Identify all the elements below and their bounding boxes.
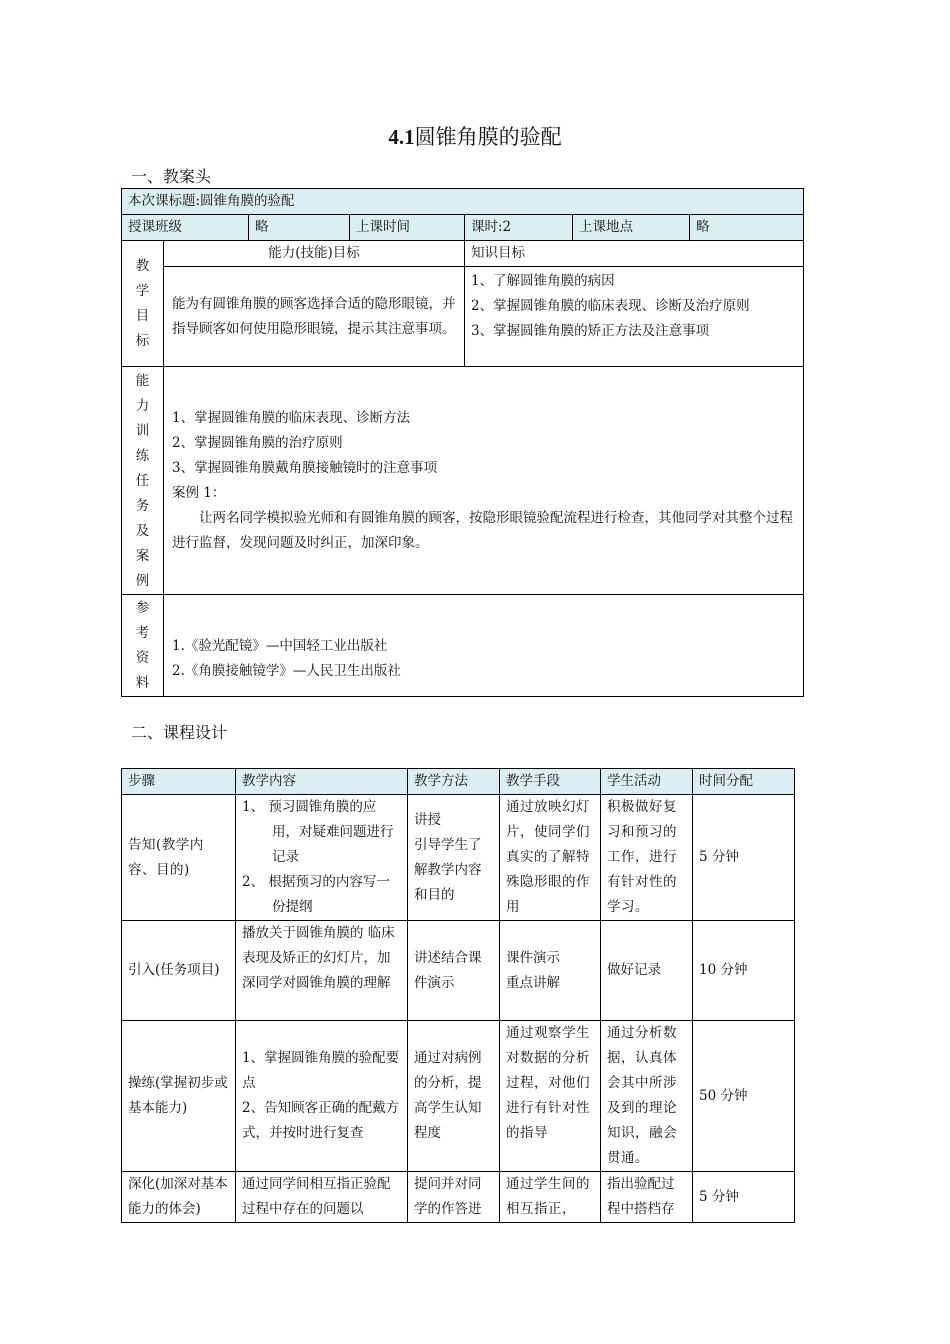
activity-cell: 通过分析数据，认真体会其中所涉及到的理论知识，融会贯通。 xyxy=(601,1021,693,1172)
time-cell: 5 分钟 xyxy=(693,1172,795,1223)
knowledge-goal-list: 1、了解圆锥角膜的病因 2、掌握圆锥角膜的临床表现、诊断及治疗原则 3、掌握圆锥角膜的矫正方法及注意事项 xyxy=(465,267,804,367)
activity-cell: 积极做好复习和预习的工作，进行有针对性的学习。 xyxy=(601,795,693,921)
col-header-activity: 学生活动 xyxy=(601,769,693,795)
content-cell: 1、掌握圆锥角膜的验配要点 2、告知顾客正确的配戴方式，并按时进行复查 xyxy=(236,1021,408,1172)
means-cell: 通过放映幻灯片，使同学们真实的了解特殊隐形眼的作用 xyxy=(500,795,601,921)
place-label: 上课地点 xyxy=(573,215,690,241)
content-cell: 通过同学间相互指正验配过程中存在的问题以 xyxy=(236,1172,408,1223)
method-cell: 讲授 引导学生了解教学内容和目的 xyxy=(408,795,500,921)
references-list: 1.《验光配镜》—中国轻工业出版社 2.《角膜接触镜学》—人民卫生出版社 xyxy=(164,595,804,697)
method-cell: 讲述结合课件演示 xyxy=(408,921,500,1021)
col-header-step: 步骤 xyxy=(122,769,236,795)
teaching-goals-label: 教 学 目 标 xyxy=(122,241,164,367)
content-cell: 1、 预习圆锥角膜的应用，对疑难问题进行记录 2、 根据预习的内容写一份提纲 xyxy=(236,795,408,921)
time-cell: 10 分钟 xyxy=(693,921,795,1021)
means-cell: 课件演示 重点讲解 xyxy=(500,921,601,1021)
knowledge-goal-heading: 知识目标 xyxy=(465,241,804,267)
table-row xyxy=(122,795,795,921)
hours: 课时:2 xyxy=(465,215,573,241)
col-header-method: 教学方法 xyxy=(408,769,500,795)
tasks-label: 能 力 训 练 任 务 及 案 例 xyxy=(122,367,164,595)
table-row xyxy=(122,1021,795,1172)
lesson-header-table xyxy=(121,188,804,697)
col-header-content: 教学内容 xyxy=(236,769,408,795)
ability-goal-heading: 能力(技能)目标 xyxy=(164,241,465,267)
table-row xyxy=(122,1172,795,1223)
references-label: 参 考 资 料 xyxy=(122,595,164,697)
method-cell: 提问并对同学的作答进 xyxy=(408,1172,500,1223)
class-label: 授课班级 xyxy=(122,215,249,241)
lesson-topic: 本次课标题:圆锥角膜的验配 xyxy=(122,189,804,215)
section-heading-lesson-header: 一、教案头 xyxy=(131,167,212,186)
step-cell: 操练(掌握初步或基本能力) xyxy=(122,1021,236,1172)
col-header-time: 时间分配 xyxy=(693,769,795,795)
time-cell: 5 分钟 xyxy=(693,795,795,921)
activity-cell: 指出验配过程中搭档存 xyxy=(601,1172,693,1223)
time-cell: 50 分钟 xyxy=(693,1021,795,1172)
tasks-content: 1、掌握圆锥角膜的临床表现、诊断方法 2、掌握圆锥角膜的治疗原则 3、掌握圆锥角膜戴角膜接触镜时的注意事项 案例 1： 让两名同学模拟验光师和有圆锥角膜的顾客，按隐形眼镜验配流程进行检查，其他同学对其整个过程进行监督，发现问题及时纠正，加深印象。 xyxy=(164,367,804,595)
step-cell: 深化(加深对基本能力的体会) xyxy=(122,1172,236,1223)
document-title: 4.1圆锥角膜的验配 xyxy=(388,125,562,149)
activity-cell: 做好记录 xyxy=(601,921,693,1021)
section-heading-course-design: 二、课程设计 xyxy=(131,723,228,742)
ability-goal-text: 能为有圆锥角膜的顾客选择合适的隐形眼镜，并指导顾客如何使用隐形眼镜，提示其注意事项。 xyxy=(164,267,465,367)
step-cell: 告知(教学内容、目的) xyxy=(122,795,236,921)
col-header-means: 教学手段 xyxy=(500,769,601,795)
method-cell: 通过对病例的分析，提高学生认知程度 xyxy=(408,1021,500,1172)
case-description: 让两名同学模拟验光师和有圆锥角膜的顾客，按隐形眼镜验配流程进行检查，其他同学对其整个过程进行监督，发现问题及时纠正，加深印象。 xyxy=(172,510,793,551)
course-design-table xyxy=(121,768,795,1223)
means-cell: 通过观察学生对数据的分析过程，对他们进行有针对性的指导 xyxy=(500,1021,601,1172)
content-cell: 播放关于圆锥角膜的 临床表现及矫正的幻灯片，加深同学对圆锥角膜的理解 xyxy=(236,921,408,1021)
table-row xyxy=(122,921,795,1021)
step-cell: 引入(任务项目) xyxy=(122,921,236,1021)
time-label: 上课时间 xyxy=(350,215,465,241)
means-cell: 通过学生间的相互指正， xyxy=(500,1172,601,1223)
place-value: 略 xyxy=(690,215,804,241)
class-value: 略 xyxy=(249,215,350,241)
